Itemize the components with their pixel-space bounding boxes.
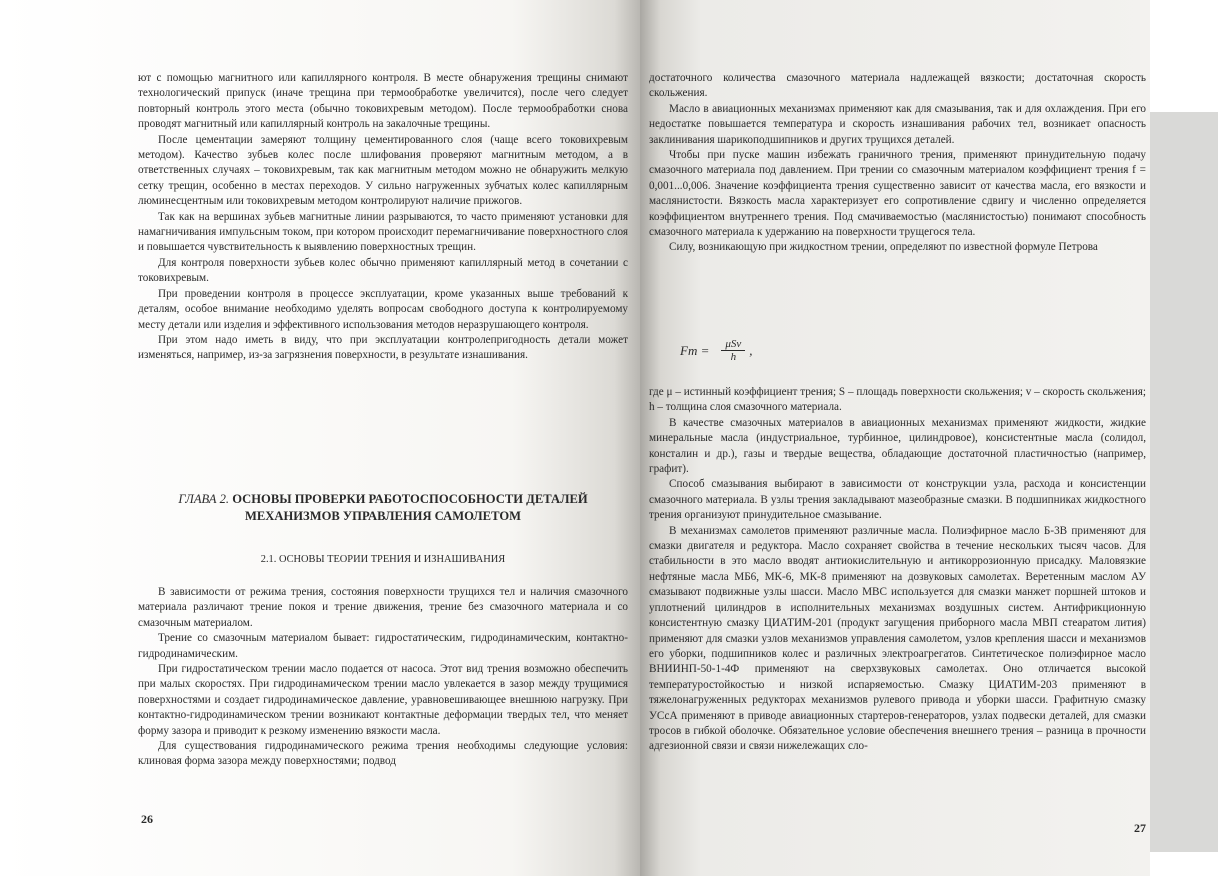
left-page-text-top [138, 71, 628, 364]
petrov-formula [680, 338, 753, 363]
section-heading: 2.1. ОСНОВЫ ТЕОРИИ ТРЕНИЯ И ИЗНАШИВАНИЯ [260, 554, 506, 565]
paragraph: После цементации замеряют толщину цементированного слоя (чаще всего токовихревым методом). Качество зубьев колес после шлифования проверяют магнитным методом, а в ответственных случаях – токовихревым, так как магнитным методом можно не обнаружить мелкую сетку трещин, особенно в местах переходов. У сильно нагруженных зубчатых колес капиллярным люминесцентным или токовихревым методом контролируют наличие прижогов. [138, 133, 628, 208]
paragraph: где μ – истинный коэффициент трения; S – площадь поверхности скольжения; v – скорость скольжения; h – толщина слоя смазочного материала. [649, 386, 1146, 414]
paragraph: Масло в авиационных механизмах применяют как для смазывания, так и для охлаждения. При его недостатке повышается температура и скорость изнашивания рабочих тел, возникает опасность заклинивания шарикоподшипников и других трущихся деталей. [649, 102, 1146, 146]
chapter-title: ОСНОВЫ ПРОВЕРКИ РАБОТОСПОСОБНОСТИ ДЕТАЛЕЙ МЕХАНИЗМОВ УПРАВЛЕНИЯ САМОЛЕТОМ [232, 492, 588, 523]
paragraph: Способ смазывания выбирают в зависимости от конструкции узла, расхода и консистенции смазочного материала. В узлы трения закладывают мазеобразные смазки. В подшипниках жидкостного трения организуют принудительное смазывание. [649, 478, 1146, 522]
page-number: 27 [1134, 821, 1146, 835]
paragraph: При гидростатическом трении масло подается от насоса. Этот вид трения возможно обеспечить при малых скоростях. При гидродинамическом трении масло увлекается в зазор между трущимися поверхностями и создает гидродинамическое давление, уравновешивающее внешнюю нагрузку. При контактно-гидродинамическом трении возникают контактные деформации твердых тел, что меняет форму зазора и приводит к резкому изменению вязкости масла. [138, 663, 628, 737]
paragraph: Трение со смазочным материалом бывает: гидростатическим, гидродинамическим, контактно-гидродинамическим. [138, 632, 628, 660]
paragraph: Так как на вершинах зубьев магнитные линии разрываются, то часто применяют установки для намагничивания импульсным током, при котором происходит перемагничивание поверхностного слоя и повышается чувствительность к выявлению поверхностных трещин. [138, 210, 628, 254]
right-page-text-top [649, 71, 1146, 256]
paragraph: ют с помощью магнитного или капиллярного контроля. В месте обнаружения трещины снимают технологический припуск (иначе трещина при термообработке увеличится), после чего следует повторный контроль этого места (обычно токовихревым методом). После термообработки снова проводят магнитный или капиллярный контроль на закалочные трещины. [138, 72, 628, 131]
paragraph: При проведении контроля в процессе эксплуатации, кроме указанных выше требований к деталям, особое внимание необходимо уделять вопросам свободного доступа к контролируемому месту детали или изделия и эффективного использования методов неразрушающего контроля. [138, 287, 628, 331]
chapter-heading [138, 491, 628, 525]
paragraph: В механизмах самолетов применяют различные масла. Полиэфирное масло Б-3В применяют для смазки двигателя и редуктора. Масло сохраняет свойства в течение нескольких тысяч часов. Для стабильности в это масло вводят антиокислительную и антикоррозионную присадку. Маловязкие нефтяные масла МБ6, МК-6, МК-8 применяют на дозвуковых самолетах. Веретенным маслом АУ смазывают подвижные узлы шасси. Масло МВС используется для смазки манжет поршней штоков и уплотнений цилиндров в исполнительных механизмах воздушных систем. Антифрикционную консистентную смазку ЦИАТИМ-201 (продукт загущения приборного масла МВП стеаратом лития) применяют для смазки узлов механизмов управления самолетом, узлов крепления шасси и механизмов его уборки, подшипников колес и различных электроагрегатов. Синтетическое полиэфирное масло ВНИИНП-50-1-4Ф применяют на сверхзвуковых самолетах. Оно отличается высокой температуростойкостью и низкой испаряемостью. Смазку ЦИАТИМ-203 применяют в тяжелонагруженных редукторах механизмов рулевого привода и уборки шасси. Графитную смазку УСсА применяют в приводе авиационных стартеров-генераторов, узлах подвески деталей, для смазки тросов в гибкой оболочке. Обязательное условие обеспечения внешнего трения – разница в прочности адгезионной связи и связи нижележащих сло- [649, 524, 1146, 753]
paragraph: В качестве смазочных материалов в авиационных механизмах применяют жидкости, жидкие минеральные масла (индустриальное, турбинное, цилиндровое), консистентные масла (солидол, консталин и др.), газы и твердые вещества, обладающие достаточной пластичностью (например, графит). [649, 416, 1146, 476]
paragraph: Для контроля поверхности зубьев колес обычно применяют капиллярный метод в сочетании с токовихревым. [138, 256, 628, 285]
paragraph: В зависимости от режима трения, состояния поверхности трущихся тел и наличия смазочного материала различают трение покоя и трение движения, трение без смазочного материала и со смазочным материалом. [138, 586, 628, 629]
formula-denominator: h [730, 351, 737, 363]
right-page-text-bottom [649, 385, 1146, 755]
left-page-text-bottom [138, 585, 628, 770]
paragraph: достаточного количества смазочного материала надлежащей вязкости; достаточная скорость скольжения. [649, 72, 1146, 100]
paragraph: Для существования гидродинамического режима трения необходимы следующие условия: клиновая форма зазора между поверхностями; подвод [138, 740, 628, 768]
formula-fraction [721, 338, 745, 363]
formula-tail: , [749, 342, 753, 358]
paragraph: Силу, возникающую при жидкостном трении, определяют по известной формуле Петрова [669, 241, 1098, 254]
formula-lhs: Fт = [680, 342, 710, 358]
paragraph: При этом надо иметь в виду, что при эксплуатации контролепригодность детали может изменяться, например, из-за загрязнения поверхности, в результате изнашивания. [138, 333, 628, 362]
page-edge-shadow [1150, 112, 1218, 852]
right-page [640, 0, 1150, 876]
page-number: 26 [141, 812, 153, 826]
formula-numerator: μSv [721, 338, 745, 351]
paragraph: Чтобы при пуске машин избежать граничного трения, применяют принудительную подачу смазочного материала под давлением. При трении со смазочным материалом коэффициент трения f = 0,001...0,006. Значение коэффициента трения существенно зависит от качества масла, его вязкости и маслянистости. Вязкость масла характеризует его сопротивление сдвигу и численно определяется коэффициентом внутреннего трения. Под смачиваемостью (маслянистостью) понимают способность смазочного материала к удержанию на поверхности трущегося тела. [649, 149, 1146, 239]
chapter-label: ГЛАВА 2. [178, 492, 230, 506]
